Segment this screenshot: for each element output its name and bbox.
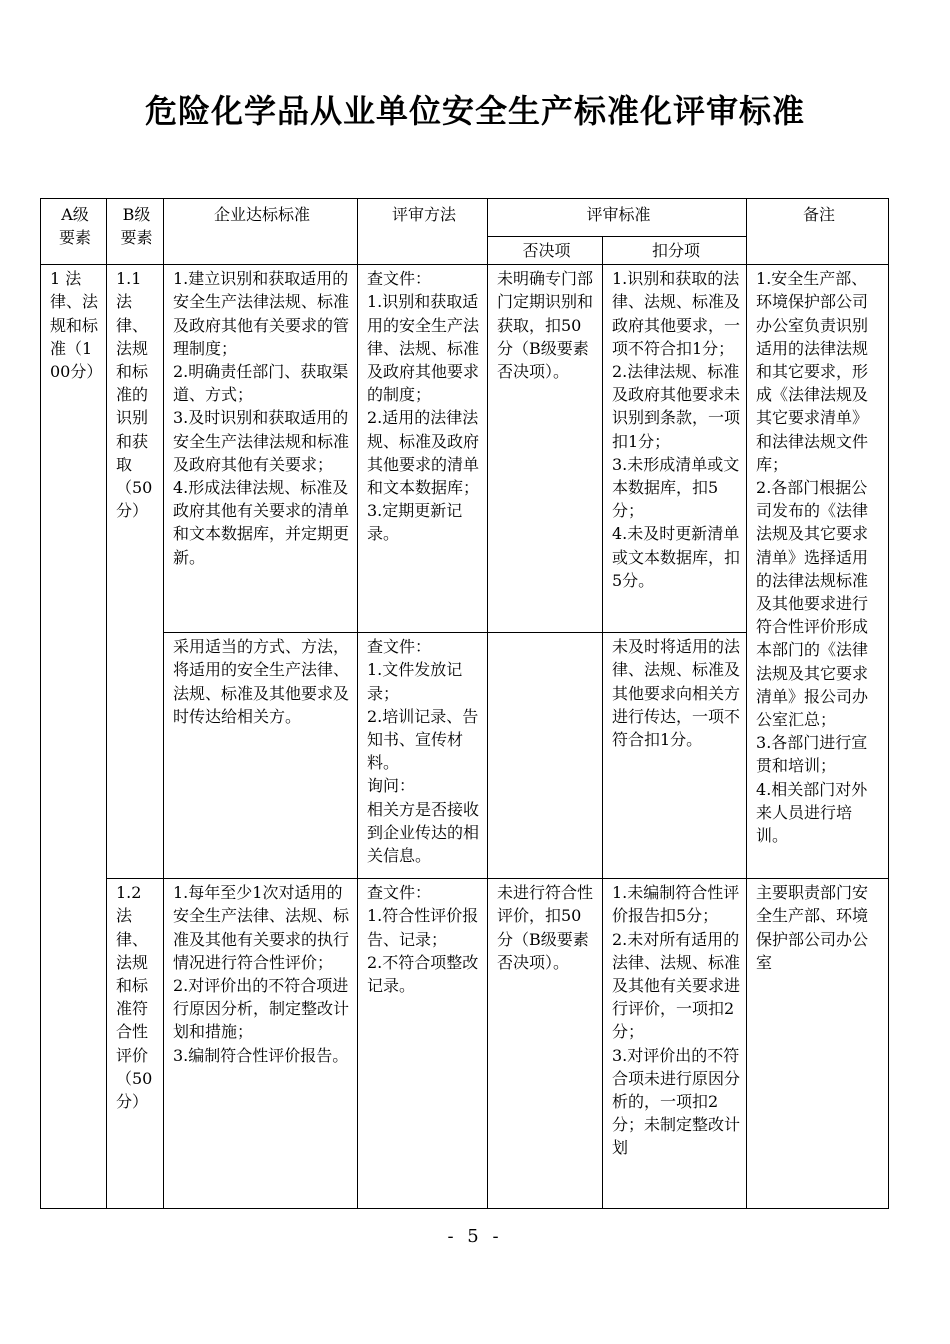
deduct-cell: 1.未编制符合性评价报告扣5分； 2.未对所有适用的法律、法规、标准及其他有关要求进行评价，一项扣2分； 3.对评价出的不符合项未进行原因分析的，一项扣2分；未制定整改计划: [603, 879, 747, 1209]
header-criteria: 评审标准: [488, 199, 747, 237]
remark-cell: 1.安全生产部、环境保护部公司办公室负责识别适用的法律法规和其它要求，形成《法律法规及其它要求清单》和法律法规文件库； 2.各部门根据公司发布的《法律法规及其它要求清单》选择适用的法律法规标准及其他要求进行符合性评价形成本部门的《法律法规及其它要求清单》报公司办公室汇总； 3.各部门进行宣贯和培训； 4.相关部门对外来人员进行培训。: [747, 265, 889, 879]
header-a-level: A级 要素: [41, 199, 107, 265]
remark-cell: 主要职责部门安全生产部、环境保护部公司办公室: [747, 879, 889, 1209]
deduct-cell: 未及时将适用的法律、法规、标准及其他要求向相关方进行传达，一项不符合扣1分。: [603, 633, 747, 879]
header-remark: 备注: [747, 199, 889, 265]
header-deduct: 扣分项: [603, 237, 747, 265]
veto-cell: 未进行符合性评价，扣50分（B级要素否决项）。: [488, 879, 603, 1209]
veto-cell: [488, 633, 603, 879]
b-element-cell: 1.2 法律、法规和标准符合性评价（50分）: [107, 879, 164, 1209]
standard-cell: 1.建立识别和获取适用的安全生产法律法规、标准及政府其他有关要求的管理制度； 2.明确责任部门、获取渠道、方式； 3.及时识别和获取适用的安全生产法律法规和标准及政府其他有关要求； 4.形成法律法规、标准及政府其他有关要求的清单和文本数据库，并定期更新。: [164, 265, 358, 633]
header-standard: 企业达标标准: [164, 199, 358, 265]
a-element-cell: 1 法律、法规和标准（100分）: [41, 265, 107, 1209]
header-b-level: B级 要素: [107, 199, 164, 265]
veto-cell: 未明确专门部门定期识别和获取，扣50分（B级要素否决项）。: [488, 265, 603, 633]
page-number: - 5 -: [447, 1226, 503, 1247]
standard-cell: 1.每年至少1次对适用的安全生产法律、法规、标准及其他有关要求的执行情况进行符合性评价； 2.对评价出的不符合项进行原因分析，制定整改计划和措施； 3.编制符合性评价报告。: [164, 879, 358, 1209]
header-veto: 否决项: [488, 237, 603, 265]
document-title: 危险化学品从业单位安全生产标准化评审标准: [144, 92, 805, 130]
method-cell: 查文件： 1.文件发放记录； 2.培训记录、告知书、宣传材料。 询问： 相关方是否接收到企业传达的相关信息。: [358, 633, 488, 879]
deduct-cell: 1.识别和获取的法律、法规、标准及政府其他要求，一项不符合扣1分； 2.法律法规、标准及政府其他要求未识别到条款，一项扣1分； 3.未形成清单或文本数据库，扣5分； 4.未及时更新清单或文本数据库，扣5分。: [603, 265, 747, 633]
standard-cell: 采用适当的方式、方法，将适用的安全生产法律、法规、标准及其他要求及时传达给相关方。: [164, 633, 358, 879]
header-method: 评审方法: [358, 199, 488, 265]
b-element-cell: 1.1 法律、法规和标准的识别和获取（50分）: [107, 265, 164, 879]
method-cell: 查文件： 1.识别和获取适用的安全生产法律、法规、标准及政府其他要求的制度； 2.适用的法律法规、标准及政府其他要求的清单和文本数据库； 3.定期更新记录。: [358, 265, 488, 633]
standards-table: [40, 198, 889, 1209]
method-cell: 查文件： 1.符合性评价报告、记录； 2.不符合项整改记录。: [358, 879, 488, 1209]
